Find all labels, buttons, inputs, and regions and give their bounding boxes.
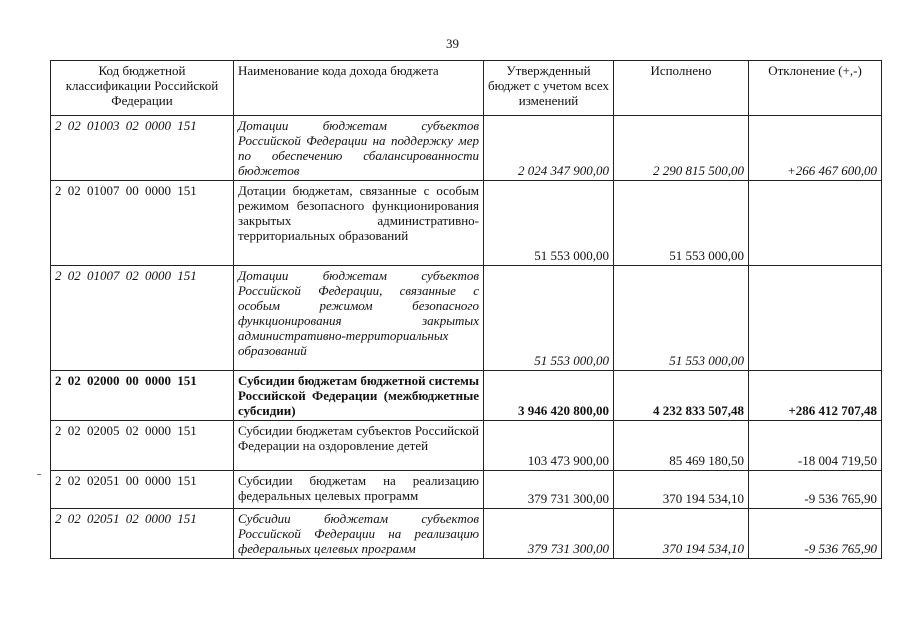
budget-code-cell: 2 02 02051 00 0000 151 (51, 471, 234, 509)
table-row (51, 181, 882, 266)
margin-mark (37, 474, 41, 475)
budget-code-cell: 2 02 02051 02 0000 151 (51, 509, 234, 559)
revenue-name-cell: Субсидии бюджетам на реализацию федеральных целевых программ (234, 471, 484, 509)
budget-revenue-table (50, 60, 882, 559)
deviation-amount-cell: -18 004 719,50 (749, 421, 882, 471)
deviation-amount-cell (749, 266, 882, 371)
revenue-name-cell: Дотации бюджетам, связанные с особым режимом безопасного функционирования закрытых административно-территориальных образований (234, 181, 484, 266)
deviation-amount-cell (749, 181, 882, 266)
deviation-amount-cell: -9 536 765,90 (749, 471, 882, 509)
revenue-name-cell: Дотации бюджетам субъектов Российской Федерации на поддержку мер по обеспечению сбалансированности бюджетов (234, 116, 484, 181)
budget-code-cell: 2 02 02005 02 0000 151 (51, 421, 234, 471)
approved-amount-cell: 103 473 900,00 (484, 421, 614, 471)
revenue-name-cell: Субсидии бюджетам субъектов Российской Федерации на оздоровление детей (234, 421, 484, 471)
budget-code-cell: 2 02 01007 02 0000 151 (51, 266, 234, 371)
executed-amount-cell: 370 194 534,10 (614, 509, 749, 559)
executed-amount-cell: 4 232 833 507,48 (614, 371, 749, 421)
budget-code-cell: 2 02 02000 00 0000 151 (51, 371, 234, 421)
table-row (51, 421, 882, 471)
table-row (51, 116, 882, 181)
revenue-name-cell: Дотации бюджетам субъектов Российской Федерации, связанные с особым режимом безопасного функционирования закрытых административно-территориальных образований (234, 266, 484, 371)
deviation-amount-cell: +286 412 707,48 (749, 371, 882, 421)
page-number: 39 (446, 36, 459, 51)
revenue-name-cell: Субсидии бюджетам субъектов Российской Федерации на реализацию федеральных целевых программ (234, 509, 484, 559)
approved-amount-cell: 2 024 347 900,00 (484, 116, 614, 181)
executed-amount-cell: 370 194 534,10 (614, 471, 749, 509)
executed-amount-cell: 2 290 815 500,00 (614, 116, 749, 181)
header-executed: Исполнено (614, 61, 749, 116)
header-deviation: Отклонение (+,-) (749, 61, 882, 116)
approved-amount-cell: 379 731 300,00 (484, 471, 614, 509)
table-row (51, 509, 882, 559)
table-row (51, 266, 882, 371)
executed-amount-cell: 85 469 180,50 (614, 421, 749, 471)
revenue-name-cell: Субсидии бюджетам бюджетной системы Российской Федерации (межбюджетные субсидии) (234, 371, 484, 421)
approved-amount-cell: 51 553 000,00 (484, 181, 614, 266)
table-header-row (51, 61, 882, 116)
approved-amount-cell: 379 731 300,00 (484, 509, 614, 559)
table-row (51, 471, 882, 509)
budget-code-cell: 2 02 01003 02 0000 151 (51, 116, 234, 181)
approved-amount-cell: 3 946 420 800,00 (484, 371, 614, 421)
approved-amount-cell: 51 553 000,00 (484, 266, 614, 371)
executed-amount-cell: 51 553 000,00 (614, 181, 749, 266)
header-approved: Утвержденный бюджет с учетом всех изменений (484, 61, 614, 116)
deviation-amount-cell: -9 536 765,90 (749, 509, 882, 559)
header-name: Наименование кода дохода бюджета (234, 61, 484, 116)
header-code: Код бюджетной классификации Российской Федерации (51, 61, 234, 116)
deviation-amount-cell: +266 467 600,00 (749, 116, 882, 181)
table-row (51, 371, 882, 421)
budget-code-cell: 2 02 01007 00 0000 151 (51, 181, 234, 266)
executed-amount-cell: 51 553 000,00 (614, 266, 749, 371)
